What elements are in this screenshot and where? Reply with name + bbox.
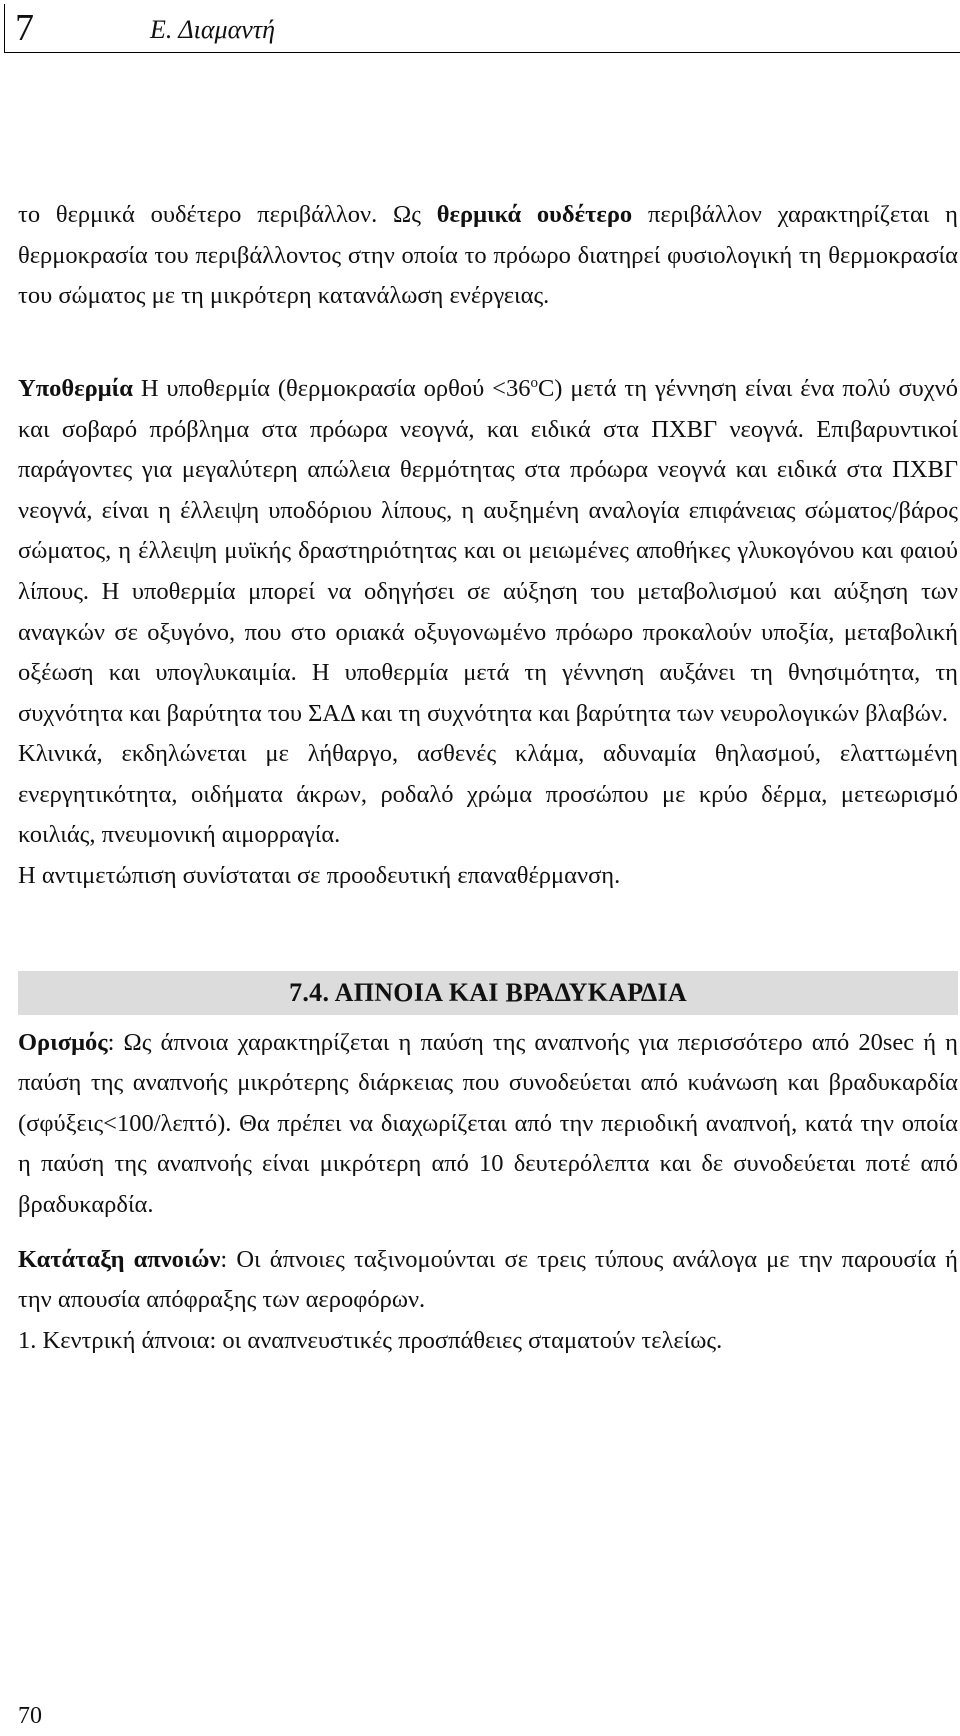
p5-text: : Ως άπνοια χαρακτηρίζεται η παύση της αναπνοής για περισσότερο από 20sec ή η παύση της αναπνοής μικρότερης διάρκειας που συνοδεύεται από κυάνωση και βραδυκαρδία (σφύξεις<100/λεπτό). Θα πρέπει να διαχωρίζεται από την περιοδική αναπνοή, κατά την οποία η παύση της αναπνοής είναι μικρότερη από 10 δευτερόλεπτα και δε συνοδεύεται ποτέ από βραδυκαρδία.: [18, 1028, 958, 1219]
header-rule: [4, 52, 960, 53]
p1-text-c: περιβάλλον χαρακτηρίζεται η θερμοκρασία του περιβάλλοντος στην οποία το πρόωρο διατηρεί φυσιολογική τη θερμοκρασία του σώματος με τη μικρότερη κατανάλωση ενέργειας.: [18, 201, 958, 310]
paragraph-definition: [18, 1023, 958, 1226]
paragraph-classification: [18, 1240, 958, 1321]
header-author: Ε. Διαμαντή: [150, 15, 275, 44]
degree-sup: ο: [530, 374, 538, 391]
p6-text: : Οι άπνοιες ταξινομούνται σε τρεις τύπους ανάλογα με την παρουσία ή την απουσία απόφραξης των αεροφόρων.: [18, 1245, 958, 1314]
running-header: [0, 0, 960, 56]
term-classification: Κατάταξη απνοιών: [18, 1245, 221, 1273]
list-item-central-apnea: 1. Κεντρική άπνοια: οι αναπνευστικές προσπάθειες σταματούν τελείως.: [18, 1326, 723, 1354]
chapter-number: 7: [15, 7, 34, 49]
p1-text-a: το θερμικά ουδέτερο περιβάλλον. Ως: [18, 201, 437, 228]
page-number: 70: [18, 1703, 42, 1729]
p2-text-b: C) μετά τη γέννηση είναι ένα πολύ συχνό και σοβαρό πρόβλημα στα πρόωρα νεογνά, και ειδικά στα ΠΧΒΓ νεογνά. Επιβαρυντικοί παράγοντες για μεγαλύτερη απώλεια θερμότητας στα πρόωρα νεογνά και ειδικά στα ΠΧΒΓ νεογνά, είναι η έλλειψη υποδόριου λίπους, η αυξημένη αναλογία επιφάνειας σώματος/βάρος σώματος, η έλλειψη μυϊκής δραστηριότητας και οι μειωμένες αποθήκες γλυκογόνου και φαιού λίπους. Η υποθερμία μπορεί να οδηγήσει σε αύξηση του μεταβολισμού και αύξηση των αναγκών σε οξυγόνο, που στο οριακά οξυγονωμένο πρόωρο προκαλούν υποξία, μεταβολική οξέωση και υπογλυκαιμία. Η υποθερμία μετά τη γέννηση αυξάνει τη θνησιμότητα, τη συχνότητα και βαρύτητα του ΣΑΔ και τη συχνότητα και βαρύτητα των νευρολογικών βλαβών.: [18, 374, 958, 727]
p2-text-a: Η υποθερμία (θερμοκρασία ορθού <36: [132, 374, 531, 402]
term-thermal-neutral: θερμικά ουδέτερο: [436, 201, 633, 228]
page-body: [18, 195, 958, 1361]
spacer: [18, 317, 958, 363]
term-definition: Ορισμός: [18, 1028, 108, 1056]
paragraph-treatment: Η αντιμετώπιση συνίσταται σε προοδευτική επαναθέρμανση.: [18, 862, 621, 890]
paragraph-hypothermia: [18, 363, 958, 735]
paragraph-clinical: Κλινικά, εκδηλώνεται με λήθαργο, ασθενές κλάμα, αδυναμία θηλασμού, ελαττωμένη ενεργητικότητα, οιδήματα άκρων, ροδαλό χρώμα προσώπου με κρύο δέρμα, μετεωρισμό κοιλιάς, πνευμονική αιμορραγία.: [18, 740, 958, 849]
term-hypothermia: Υποθερμία: [18, 374, 133, 402]
paragraph-thermal-neutral: [18, 195, 958, 317]
spacer: [18, 1226, 958, 1240]
section-heading: 7.4. ΑΠΝΟΙΑ ΚΑΙ ΒΡΑΔΥΚΑΡΔΙΑ: [18, 971, 958, 1015]
header-vertical-rule: [4, 4, 5, 52]
